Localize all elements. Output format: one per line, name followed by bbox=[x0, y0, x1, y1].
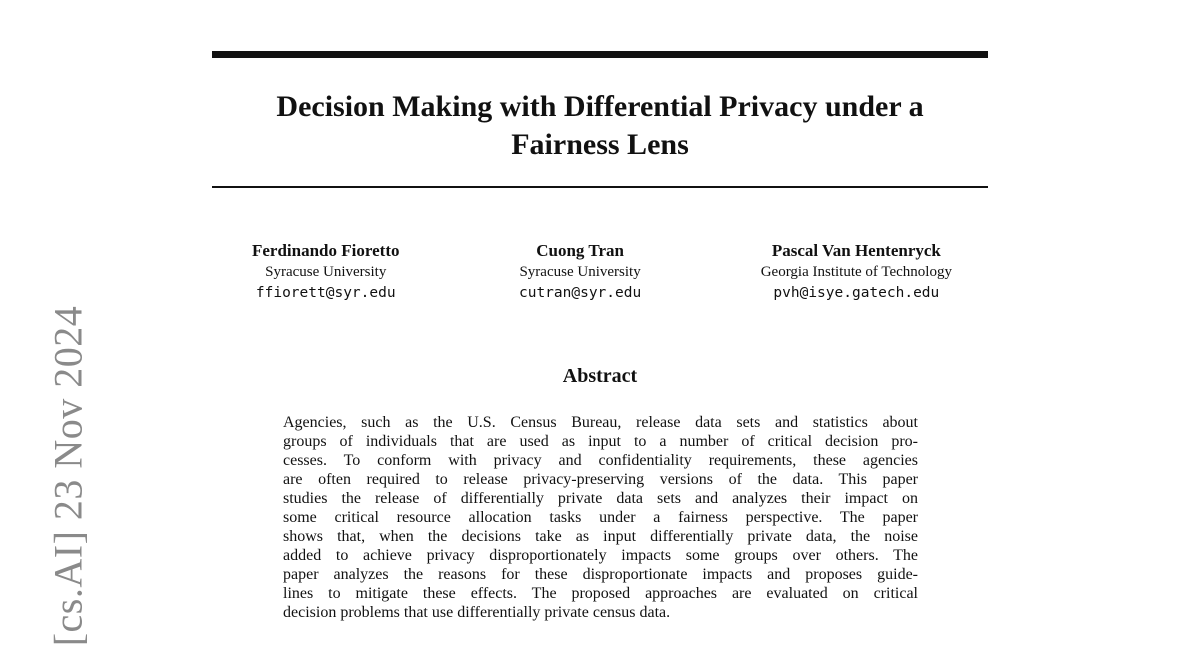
abstract-line: decision problems that use differentially private census data. bbox=[283, 604, 671, 621]
arxiv-identifier-stamp: [cs.AI] 23 Nov 2024 bbox=[45, 305, 91, 647]
paper-title-line-1: Decision Making with Differential Privacy under a bbox=[276, 90, 924, 123]
author-name: Ferdinando Fioretto bbox=[252, 241, 400, 260]
author-name: Pascal Van Hentenryck bbox=[771, 241, 941, 260]
author-list bbox=[252, 240, 952, 304]
abstract-line: paper analyzes the reasons for these disproportionate impacts and proposes guide- bbox=[283, 566, 918, 583]
author-block bbox=[252, 240, 399, 304]
author-affiliation: Syracuse University bbox=[519, 264, 641, 280]
abstract-line: Agencies, such as the U.S. Census Bureau, release data sets and statistics about bbox=[283, 414, 918, 431]
abstract-line: added to achieve privacy disproportionately impacts some groups over others. The bbox=[283, 547, 918, 564]
author-email: ffiorett@syr.edu bbox=[255, 285, 396, 301]
abstract-heading: Abstract bbox=[562, 365, 638, 387]
author-name: Cuong Tran bbox=[536, 241, 624, 260]
abstract-line: groups of individuals that are used as input to a number of critical decision pro- bbox=[283, 433, 918, 450]
title-top-rule bbox=[212, 51, 988, 58]
abstract-line: are often required to release privacy-preserving versions of the data. This paper bbox=[283, 471, 918, 488]
abstract-line: cesses. To conform with privacy and confidentiality requirements, these agencies bbox=[283, 452, 918, 469]
abstract-line: some critical resource allocation tasks under a fairness perspective. The paper bbox=[283, 509, 918, 526]
author-affiliation: Georgia Institute of Technology bbox=[760, 264, 952, 280]
abstract-line: studies the release of differentially private data sets and analyzes their impact on bbox=[283, 490, 918, 507]
author-email: cutran@syr.edu bbox=[518, 285, 642, 301]
abstract-line: shows that, when the decisions take as input differentially private data, the noise bbox=[283, 528, 918, 545]
author-email: pvh@isye.gatech.edu bbox=[773, 285, 940, 301]
abstract-body bbox=[283, 413, 918, 622]
author-block bbox=[761, 240, 952, 304]
author-affiliation: Syracuse University bbox=[265, 264, 387, 280]
title-bottom-rule bbox=[212, 186, 988, 188]
paper-title-line-2: Fairness Lens bbox=[511, 128, 689, 161]
author-block bbox=[519, 240, 641, 304]
abstract-line: lines to mitigate these effects. The proposed approaches are evaluated on critical bbox=[283, 585, 918, 602]
paper-title bbox=[212, 88, 988, 164]
